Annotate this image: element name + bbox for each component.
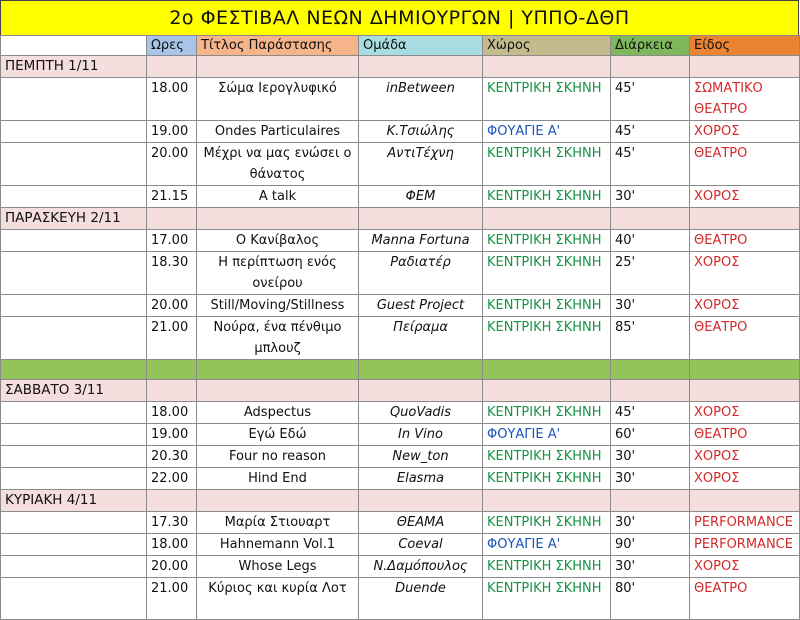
row-blank xyxy=(1,578,147,620)
row-blank xyxy=(1,186,147,208)
table-row xyxy=(1,143,800,186)
group-cell: Ν.Δαμόπουλος xyxy=(359,556,483,578)
day-row-cell xyxy=(611,208,690,230)
venue-cell: ΚΕΝΤΡΙΚΗ ΣΚΗΝΗ xyxy=(483,468,611,490)
genre-cell: ΧΟΡΟΣ xyxy=(690,121,800,143)
day-row-cell xyxy=(483,208,611,230)
duration-cell: 45' xyxy=(611,143,690,186)
day-row-cell xyxy=(147,56,197,78)
row-blank xyxy=(1,143,147,186)
separator-cell xyxy=(1,360,147,380)
header-duration: Διάρκεια xyxy=(611,36,690,56)
title-cell: Hahnemann Vol.1 xyxy=(197,534,359,556)
duration-cell: 45' xyxy=(611,402,690,424)
duration-cell: 30' xyxy=(611,446,690,468)
group-cell: New_ton xyxy=(359,446,483,468)
table-row xyxy=(1,534,800,556)
venue-cell: ΚΕΝΤΡΙΚΗ ΣΚΗΝΗ xyxy=(483,186,611,208)
separator-cell xyxy=(611,360,690,380)
genre-cell: ΘΕΑΤΡΟ xyxy=(690,317,800,360)
genre-cell: ΧΟΡΟΣ xyxy=(690,446,800,468)
venue-cell: ΚΕΝΤΡΙΚΗ ΣΚΗΝΗ xyxy=(483,402,611,424)
title-cell: Εγώ Εδώ xyxy=(197,424,359,446)
schedule-table xyxy=(0,35,800,620)
time-cell: 22.00 xyxy=(147,468,197,490)
day-row xyxy=(1,490,800,512)
group-cell: In Vino xyxy=(359,424,483,446)
title-cell: Ο Κανίβαλος xyxy=(197,230,359,252)
duration-cell: 30' xyxy=(611,512,690,534)
day-row-cell xyxy=(611,380,690,402)
table-row xyxy=(1,556,800,578)
genre-cell: ΧΟΡΟΣ xyxy=(690,402,800,424)
row-blank xyxy=(1,512,147,534)
venue-cell: ΚΕΝΤΡΙΚΗ ΣΚΗΝΗ xyxy=(483,143,611,186)
group-cell: ΘΕΑΜΑ xyxy=(359,512,483,534)
group-cell: Πείραμα xyxy=(359,317,483,360)
separator-cell xyxy=(147,360,197,380)
day-row-cell xyxy=(359,208,483,230)
table-row xyxy=(1,121,800,143)
duration-cell: 25' xyxy=(611,252,690,295)
group-cell: inBetween xyxy=(359,78,483,121)
group-cell: ΑντιΤέχνη xyxy=(359,143,483,186)
time-cell: 19.00 xyxy=(147,121,197,143)
row-blank xyxy=(1,424,147,446)
table-row xyxy=(1,402,800,424)
title-cell: A talk xyxy=(197,186,359,208)
header-genre: Είδος xyxy=(690,36,800,56)
day-row-cell xyxy=(359,56,483,78)
duration-cell: 60' xyxy=(611,424,690,446)
row-blank xyxy=(1,468,147,490)
row-blank xyxy=(1,556,147,578)
title-cell: Still/Moving/Stillness xyxy=(197,295,359,317)
time-cell: 21.00 xyxy=(147,317,197,360)
table-row xyxy=(1,317,800,360)
row-blank xyxy=(1,121,147,143)
venue-cell: ΚΕΝΤΡΙΚΗ ΣΚΗΝΗ xyxy=(483,252,611,295)
venue-cell: ΚΕΝΤΡΙΚΗ ΣΚΗΝΗ xyxy=(483,317,611,360)
duration-cell: 30' xyxy=(611,468,690,490)
duration-cell: 45' xyxy=(611,78,690,121)
day-row-cell xyxy=(483,490,611,512)
day-label: ΠΑΡΑΣΚΕΥΗ 2/11 xyxy=(1,208,147,230)
time-cell: 17.30 xyxy=(147,512,197,534)
day-row xyxy=(1,208,800,230)
venue-cell: ΚΕΝΤΡΙΚΗ ΣΚΗΝΗ xyxy=(483,556,611,578)
day-row-cell xyxy=(690,490,800,512)
group-cell: Coeval xyxy=(359,534,483,556)
table-row xyxy=(1,295,800,317)
genre-cell: PERFORMANCE xyxy=(690,512,800,534)
group-cell: Manna Fortuna xyxy=(359,230,483,252)
day-row-cell xyxy=(690,380,800,402)
genre-cell: ΧΟΡΟΣ xyxy=(690,468,800,490)
table-row xyxy=(1,252,800,295)
duration-cell: 85' xyxy=(611,317,690,360)
duration-cell: 40' xyxy=(611,230,690,252)
day-row-cell xyxy=(359,380,483,402)
title-cell: Hind End xyxy=(197,468,359,490)
day-row-cell xyxy=(147,490,197,512)
title-cell: Νούρα, ένα πένθιμο μπλουζ xyxy=(197,317,359,360)
row-blank xyxy=(1,317,147,360)
time-cell: 20.30 xyxy=(147,446,197,468)
genre-cell: ΘΕΑΤΡΟ xyxy=(690,578,800,620)
table-row xyxy=(1,78,800,121)
title-cell: Σώμα Ιερογλυφικό xyxy=(197,78,359,121)
day-row-cell xyxy=(611,56,690,78)
time-cell: 20.00 xyxy=(147,143,197,186)
header-row xyxy=(1,36,800,56)
time-cell: 20.00 xyxy=(147,295,197,317)
time-cell: 21.00 xyxy=(147,578,197,620)
group-cell: Guest Project xyxy=(359,295,483,317)
venue-cell: ΚΕΝΤΡΙΚΗ ΣΚΗΝΗ xyxy=(483,446,611,468)
title-cell: Μαρία Στιουαρτ xyxy=(197,512,359,534)
genre-cell: ΣΩΜΑΤΙΚΟ ΘΕΑΤΡΟ xyxy=(690,78,800,121)
group-cell: QuoVadis xyxy=(359,402,483,424)
separator-cell xyxy=(483,360,611,380)
day-row-cell xyxy=(359,490,483,512)
time-cell: 20.00 xyxy=(147,556,197,578)
separator-cell xyxy=(690,360,800,380)
row-blank xyxy=(1,446,147,468)
title-cell: Η περίπτωση ενός ονείρου xyxy=(197,252,359,295)
day-label: ΚΥΡΙΑΚΗ 4/11 xyxy=(1,490,147,512)
row-blank xyxy=(1,534,147,556)
duration-cell: 45' xyxy=(611,121,690,143)
group-cell: Elasma xyxy=(359,468,483,490)
day-row-cell xyxy=(197,208,359,230)
row-blank xyxy=(1,78,147,121)
venue-cell: ΦΟΥΑΓΙΕ Α' xyxy=(483,424,611,446)
day-label: ΠΕΜΠΤΗ 1/11 xyxy=(1,56,147,78)
row-blank xyxy=(1,252,147,295)
venue-cell: ΚΕΝΤΡΙΚΗ ΣΚΗΝΗ xyxy=(483,295,611,317)
genre-cell: ΘΕΑΤΡΟ xyxy=(690,424,800,446)
table-row xyxy=(1,578,800,620)
genre-cell: ΘΕΑΤΡΟ xyxy=(690,143,800,186)
venue-cell: ΚΕΝΤΡΙΚΗ ΣΚΗΝΗ xyxy=(483,78,611,121)
duration-cell: 80' xyxy=(611,578,690,620)
day-row-cell xyxy=(147,208,197,230)
time-cell: 19.00 xyxy=(147,424,197,446)
header-blank xyxy=(1,36,147,56)
day-row xyxy=(1,56,800,78)
table-row xyxy=(1,424,800,446)
genre-cell: ΧΟΡΟΣ xyxy=(690,556,800,578)
row-blank xyxy=(1,230,147,252)
title-cell: Whose Legs xyxy=(197,556,359,578)
genre-cell: ΧΟΡΟΣ xyxy=(690,252,800,295)
row-blank xyxy=(1,295,147,317)
sheet-title: 2ο ΦΕΣΤΙΒΑΛ ΝΕΩΝ ΔΗΜΙΟΥΡΓΩΝ | ΥΠΠΟ-ΔΘΠ xyxy=(0,0,799,36)
group-cell: Ραδιατέρ xyxy=(359,252,483,295)
genre-cell: ΧΟΡΟΣ xyxy=(690,186,800,208)
time-cell: 21.15 xyxy=(147,186,197,208)
day-label: ΣΑΒΒΑΤΟ 3/11 xyxy=(1,380,147,402)
header-group: Ομάδα xyxy=(359,36,483,56)
header-venue: Χώρος xyxy=(483,36,611,56)
separator-cell xyxy=(359,360,483,380)
time-cell: 18.30 xyxy=(147,252,197,295)
table-row xyxy=(1,512,800,534)
table-row xyxy=(1,186,800,208)
day-row-cell xyxy=(197,380,359,402)
venue-cell: ΚΕΝΤΡΙΚΗ ΣΚΗΝΗ xyxy=(483,578,611,620)
duration-cell: 90' xyxy=(611,534,690,556)
header-title: Τίτλος Παράστασης xyxy=(197,36,359,56)
day-row-cell xyxy=(483,56,611,78)
day-row-cell xyxy=(197,490,359,512)
day-row-cell xyxy=(197,56,359,78)
group-cell: Duende xyxy=(359,578,483,620)
day-row-cell xyxy=(147,380,197,402)
genre-cell: PERFORMANCE xyxy=(690,534,800,556)
duration-cell: 30' xyxy=(611,295,690,317)
duration-cell: 30' xyxy=(611,556,690,578)
venue-cell: ΚΕΝΤΡΙΚΗ ΣΚΗΝΗ xyxy=(483,230,611,252)
separator-cell xyxy=(197,360,359,380)
venue-cell: ΦΟΥΑΓΙΕ Α' xyxy=(483,121,611,143)
header-time: Ωρες xyxy=(147,36,197,56)
venue-cell: ΦΟΥΑΓΙΕ Α' xyxy=(483,534,611,556)
time-cell: 18.00 xyxy=(147,78,197,121)
duration-cell: 30' xyxy=(611,186,690,208)
table-row xyxy=(1,468,800,490)
title-cell: Adspectus xyxy=(197,402,359,424)
day-row-cell xyxy=(690,56,800,78)
schedule-body xyxy=(1,36,800,620)
title-cell: Μέχρι να μας ενώσει ο θάνατος xyxy=(197,143,359,186)
day-row-cell xyxy=(483,380,611,402)
title-cell: Ondes Particulaires xyxy=(197,121,359,143)
table-row xyxy=(1,230,800,252)
genre-cell: ΘΕΑΤΡΟ xyxy=(690,230,800,252)
venue-cell: ΚΕΝΤΡΙΚΗ ΣΚΗΝΗ xyxy=(483,512,611,534)
day-row-cell xyxy=(690,208,800,230)
row-blank xyxy=(1,402,147,424)
genre-cell: ΧΟΡΟΣ xyxy=(690,295,800,317)
title-cell: Four no reason xyxy=(197,446,359,468)
group-cell: Κ.Τσιώλης xyxy=(359,121,483,143)
day-row-cell xyxy=(611,490,690,512)
day-row xyxy=(1,380,800,402)
time-cell: 17.00 xyxy=(147,230,197,252)
table-row xyxy=(1,446,800,468)
time-cell: 18.00 xyxy=(147,534,197,556)
time-cell: 18.00 xyxy=(147,402,197,424)
title-cell: Κύριος και κυρία Λοτ xyxy=(197,578,359,620)
group-cell: ΦΕΜ xyxy=(359,186,483,208)
separator-row xyxy=(1,360,800,380)
